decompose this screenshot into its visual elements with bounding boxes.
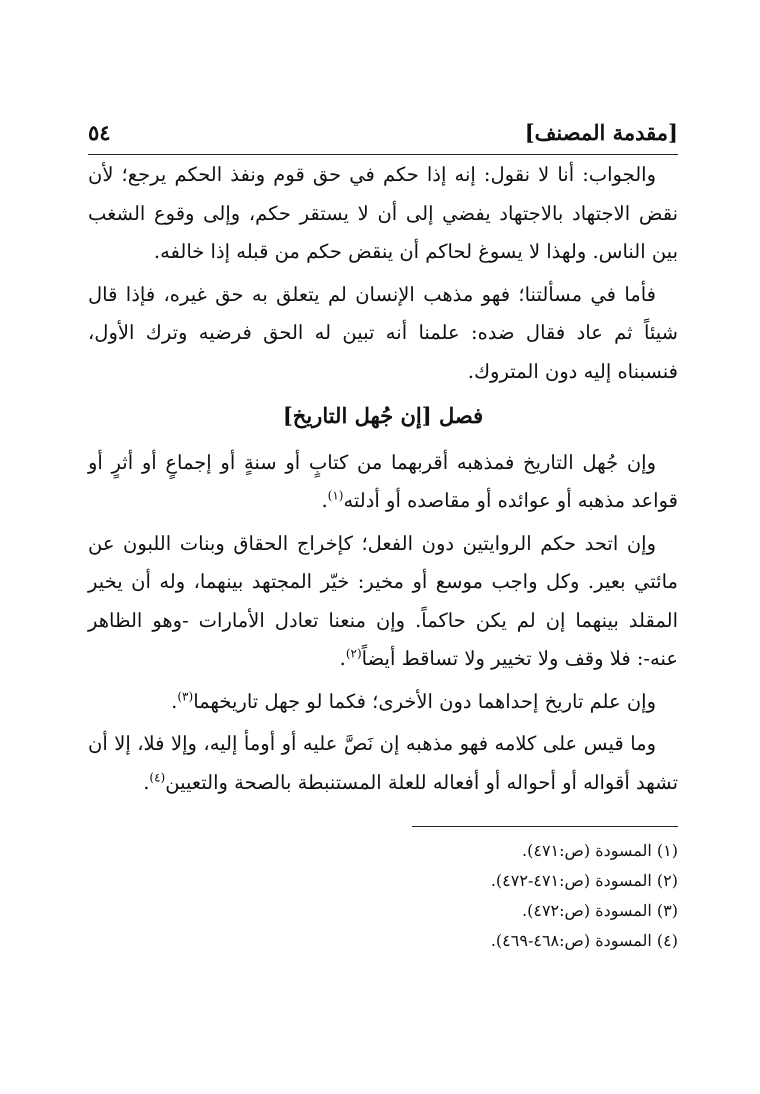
footnote-divider [412, 826, 678, 827]
page-number: ٥٤ [88, 120, 111, 145]
paragraph-answer: والجواب: أنا لا نقول: إنه إذا حكم في حق قوم ونفذ الحكم يرجع؛ لأن نقض الاجتهاد بالاجتهاد يفضي إلى أن لا يستقر حكم، وإلى وقوع الشغب بين الناس. ولهذا لا يسوغ لحاكم أن ينقض حكم من قبله إذا خالفه. [88, 163, 678, 263]
footnote-ref-4: (٤) [149, 770, 166, 784]
paragraph-our-issue: فأما في مسألتنا؛ فهو مذهب الإنسان لم يتعلق به حق غيره، فإذا قال شيئاً ثم عاد فقال ضده: علمنا أنه تبين له الحق فرضيه وترك الأول، فنسبناه إليه دون المتروك. [88, 282, 678, 383]
footnote-1: (١) المسودة (ص:٤٧١). [522, 841, 678, 860]
footnote-ref-3: (٣) [177, 689, 194, 703]
section-heading: فصل [إن جُهل التاريخ] [282, 403, 484, 428]
paragraph-known-date: وإن علم تاريخ إحداهما دون الأخرى؛ فكما لو جهل تاريخهما$^{(٣)}$. [171, 689, 656, 713]
main-text [88, 156, 678, 806]
paragraph-analogy: وما قيس على كلامه فهو مذهبه إن نَصَّ عليه أو أومأ إليه، وإلا فلا، إلا أن تشهد أقواله أو أحواله أو أفعاله للعلة المستنبطة بالصحة والتعيين$^{(٤)}$. [88, 732, 678, 794]
running-title: [مقدمة المصنف] [524, 120, 678, 145]
footnote-ref-1: (١) [327, 488, 344, 503]
paragraph-unknown-date: وإن جُهل التاريخ فمذهبه أقربهما من كتابٍ أو سنةٍ أو إجماعٍ أو أثرٍ أو قواعد مذهبه أو عوائده أو مقاصده أو أدلته$^{(١)}$. [88, 450, 678, 512]
footnote-3: (٣) المسودة (ص:٤٧٢). [522, 901, 678, 920]
footnote-ref-2: (٢) [345, 646, 362, 661]
footnote-2: (٢) المسودة (ص:٤٧١-٤٧٢). [490, 871, 678, 890]
page-header [88, 118, 678, 155]
paragraph-same-ruling: وإن اتحد حكم الروايتين دون الفعل؛ كإخراج الحقاق وبنات اللبون عن مائتي بعير. وكل واجب موسع أو مخير: خيّر المجتهد بينهما، وله أن يخير المقلد بينهما إن لم يكن حاكماً. وإن منعنا تعادل الأمارات -وهو الظاهر عنه-: فلا وقف ولا تخيير ولا تساقط أيضاً$^{(٢)}$. [88, 531, 678, 670]
footnote-4: (٤) المسودة (ص:٤٦٨-٤٦٩). [490, 931, 678, 950]
footnotes [88, 836, 678, 956]
